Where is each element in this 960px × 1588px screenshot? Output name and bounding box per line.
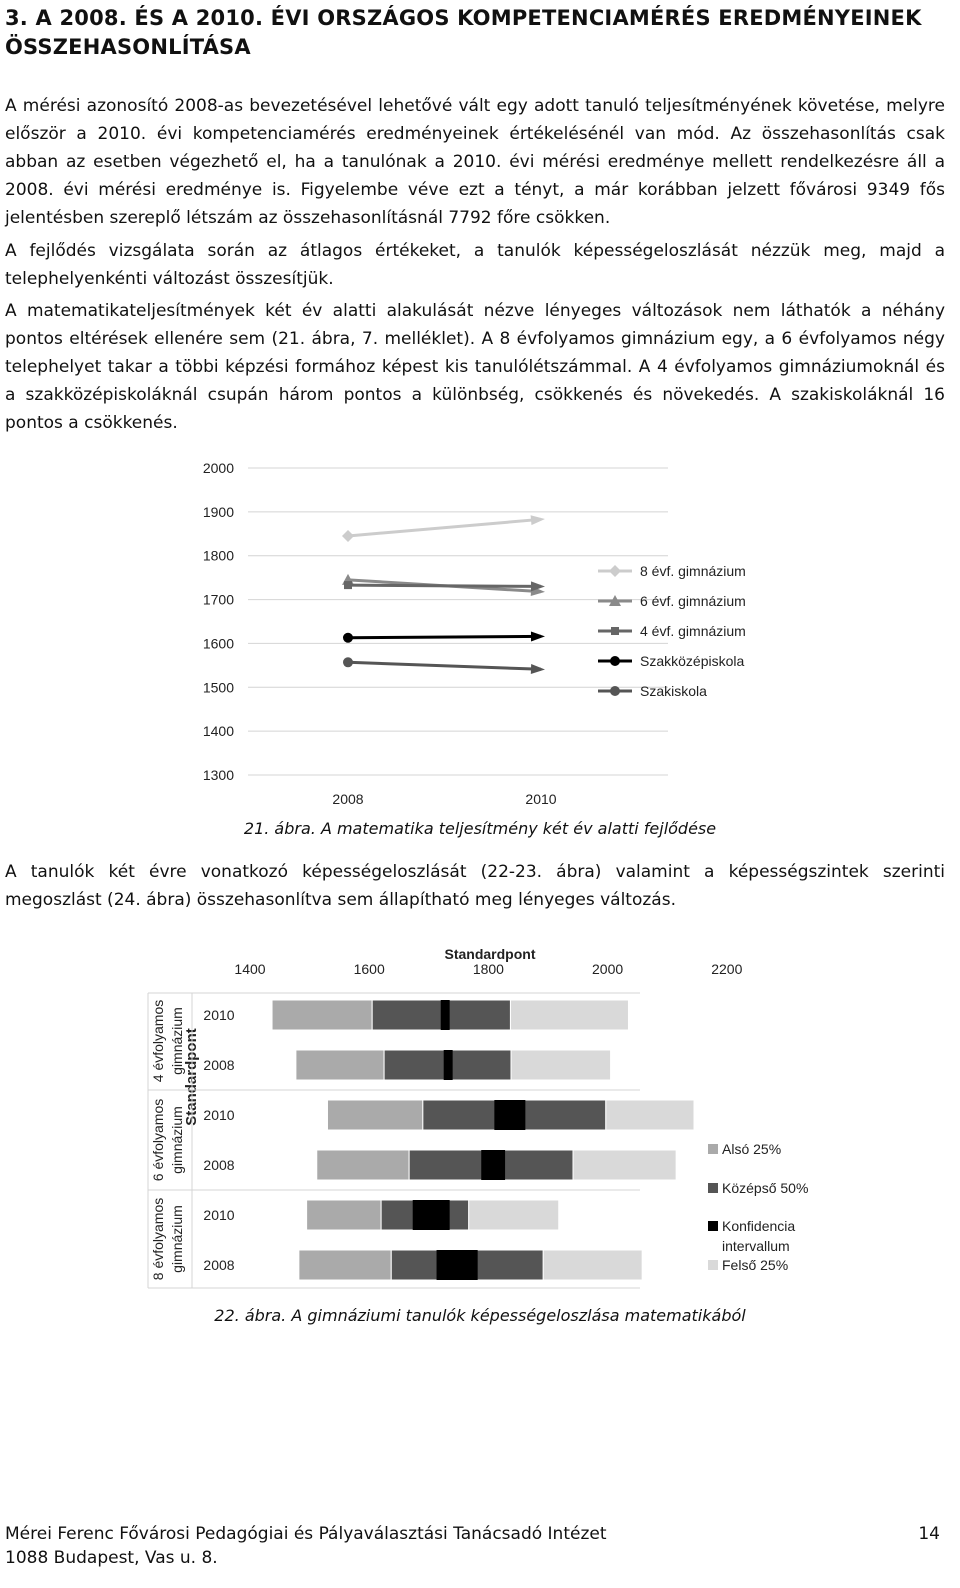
bar-upper-quartile [573, 1150, 676, 1180]
row-year-label: 2008 [203, 1257, 235, 1273]
y-tick-label: 1900 [202, 503, 234, 520]
legend-marker [609, 565, 621, 577]
section-heading: 3. A 2008. ÉS A 2010. ÉVI ORSZÁGOS KOMPETENCIAMÉRÉS EREDMÉNYEINEK ÖSSZEHASONLÍTÁSA [5, 6, 922, 59]
legend-label: 4 évf. gimnázium [640, 623, 746, 639]
range-row [203, 1200, 558, 1230]
range-chart-gymnasium-distribution [0, 938, 960, 1308]
row-year-label: 2010 [203, 1207, 235, 1223]
range-row [203, 1150, 676, 1180]
y-tick-label: 1600 [202, 635, 234, 652]
row-year-label: 2010 [203, 1007, 235, 1023]
chart-title: Standardpont [444, 946, 536, 962]
group-label-school: gimnázium [169, 1106, 185, 1174]
series-3 [343, 631, 545, 642]
bar-confidence-interval [481, 1150, 505, 1180]
range-row [203, 1050, 610, 1080]
bar-lower-quartile [317, 1150, 409, 1180]
group-label-school: gimnázium [169, 1007, 185, 1075]
series-0 [342, 515, 545, 542]
footer-address: 1088 Budapest, Vas u. 8. [5, 1548, 218, 1568]
y-tick-label: 1700 [202, 591, 234, 608]
figure-caption-22: 22. ábra. A gimnáziumi tanulók képességeloszlása matematikából [214, 1306, 746, 1325]
paragraph-distribution: A tanulók két évre vonatkozó képességeloszlását (22-23. ábra) valamint a képességszintek szerinti megoszlást (24. ábra) összehasonlítva sem állapítható meg lényeges változás. [5, 862, 945, 910]
group-label-school: gimnázium [169, 1205, 185, 1273]
bar-lower-quartile [327, 1100, 422, 1130]
legend-entry [598, 653, 744, 669]
bar-upper-quartile [510, 1000, 628, 1030]
legend-entry [598, 623, 746, 639]
data-point-marker [343, 657, 353, 667]
series-line [348, 585, 541, 586]
legend-label: Alsó 25% [722, 1141, 782, 1157]
bar-confidence-interval [494, 1100, 525, 1130]
paragraph-development: A fejlődés vizsgálata során az átlagos értékeket, a tanulók képességeloszlását nézzük meg, majd a telephelyenkénti változást összesítjük. [5, 241, 945, 289]
legend-label: 8 évf. gimnázium [640, 563, 746, 579]
data-point-marker [344, 581, 352, 589]
legend-label: Szakközépiskola [640, 653, 745, 669]
series-arrowhead [531, 631, 545, 641]
y-tick-label: 1400 [202, 723, 234, 740]
y-tick-label: 1500 [202, 679, 234, 696]
data-point-marker [342, 530, 354, 542]
x-tick-label: 2010 [525, 791, 557, 807]
legend-swatch [708, 1260, 718, 1270]
bar-lower-quartile [272, 1000, 372, 1030]
legend-label: Konfidencia [722, 1218, 796, 1234]
bar-upper-quartile [511, 1050, 611, 1080]
bar-lower-quartile [296, 1050, 384, 1080]
paragraph-intro: A mérési azonosító 2008-as bevezetésével lehetővé vált egy adott tanuló teljesítményének követése, melyre először a 2010. évi kompetenciamérés eredményeinek értékelésénél van mód. Az összehasonlítás csak abban az esetben végezhető el, ha a tanulónak a 2010. évi mérési eredménye mellett rendelkezésre áll a 2008. évi mérési eredménye is. Figyelembe véve ezt a tényt, a már korábban jelzett fővárosi 9349 fős jelentésben szereplő létszám az összehasonlításnál 7792 főre csökken. [5, 96, 945, 228]
legend-label: 6 évf. gimnázium [640, 593, 746, 609]
bar-confidence-interval [437, 1250, 478, 1280]
legend-entry [708, 1218, 795, 1254]
series-4 [343, 657, 545, 674]
x-tick-label: 2200 [711, 961, 743, 977]
series-line [348, 519, 541, 536]
legend-marker [611, 627, 619, 635]
figure-caption-21: 21. ábra. A matematika teljesítmény két év alatti fejlődése [243, 819, 717, 838]
bar-confidence-interval [413, 1200, 450, 1230]
range-row [203, 1000, 628, 1030]
x-tick-label: 1600 [353, 961, 385, 977]
bar-upper-quartile [606, 1100, 694, 1130]
legend-entry [598, 593, 746, 609]
paragraph-math: A matematikateljesítmények két év alatti alakulását nézve lényeges változások nem láthatók a néhány pontos eltérések ellenére sem (21. ábra, 7. melléklet). A 8 évfolyamos gimnázium egy, a 6 évfolyamos négy telephelyet takar a többi képzési formához képest kis tanulólétszámmal. A 4 évfolyamos gimnáziumoknál és a szakközépiskoláknál csupán három pontos a különbség, csökkenés és növekedés. A szakiskoláknál 16 pontos a csökkenés. [5, 301, 945, 433]
range-row [203, 1100, 694, 1130]
x-tick-label: 1800 [472, 961, 504, 977]
legend-label: Felső 25% [722, 1257, 789, 1273]
page-number: 14 [918, 1524, 940, 1544]
row-year-label: 2008 [203, 1057, 235, 1073]
legend-swatch [708, 1144, 718, 1154]
bar-lower-quartile [299, 1250, 391, 1280]
y-tick-label: 2000 [202, 460, 234, 476]
footer-institution-name: Mérei Ferenc Fővárosi Pedagógiai és Pályaválasztási Tanácsadó Intézet [5, 1524, 607, 1544]
legend-entry [708, 1180, 808, 1196]
bar-confidence-interval [444, 1050, 453, 1080]
x-tick-label: 2008 [332, 791, 364, 807]
series-arrowhead [531, 515, 545, 525]
legend-label: Szakiskola [640, 683, 707, 699]
bar-lower-quartile [307, 1200, 382, 1230]
legend-marker [610, 656, 620, 666]
series-line [348, 636, 541, 637]
y-tick-label: 1800 [202, 547, 234, 564]
bar-confidence-interval [441, 1000, 450, 1030]
legend-entry [598, 563, 746, 579]
row-year-label: 2008 [203, 1157, 235, 1173]
legend-marker [610, 686, 620, 696]
y-tick-label: 1300 [202, 767, 234, 783]
x-tick-label: 2000 [592, 961, 624, 977]
legend-entry [708, 1141, 781, 1157]
legend-entry [708, 1257, 788, 1273]
legend-label: intervallum [722, 1238, 790, 1254]
legend-swatch [708, 1221, 718, 1231]
data-point-marker [343, 633, 353, 643]
chart-y-axis-label: Standardpont [183, 1028, 200, 1126]
x-tick-label: 1400 [234, 961, 266, 977]
group-label-type: 6 évfolyamos [150, 1098, 166, 1182]
series-line [348, 662, 541, 669]
bar-upper-quartile [469, 1200, 559, 1230]
legend-swatch [708, 1183, 718, 1193]
legend-entry [598, 683, 707, 699]
range-row [203, 1250, 642, 1280]
series-arrowhead [531, 664, 545, 674]
bar-upper-quartile [543, 1250, 642, 1280]
row-year-label: 2010 [203, 1107, 235, 1123]
group-label-type: 4 évfolyamos [150, 999, 166, 1083]
group-label-type: 8 évfolyamos [150, 1197, 166, 1281]
legend-label: Középső 50% [722, 1180, 809, 1196]
footer-institution [5, 1522, 607, 1570]
